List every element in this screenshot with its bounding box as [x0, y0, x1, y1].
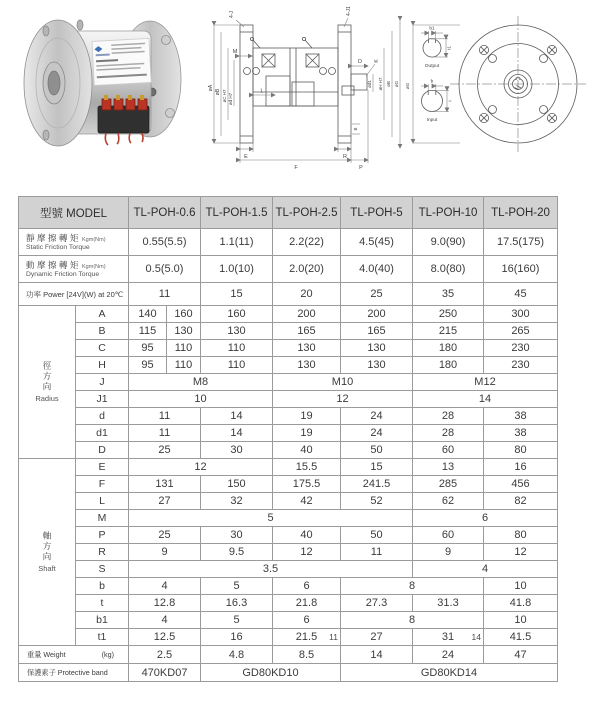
dim-value-cell: 285 [413, 476, 484, 493]
footer-value-cell: 14 [341, 646, 413, 664]
dim-value-cell: 24 [341, 408, 413, 425]
table-row [19, 561, 558, 578]
output-shaft-detail [421, 26, 453, 70]
dim-value-cell: 9 [129, 544, 201, 561]
dim-row-label-H: H [76, 357, 129, 374]
footer-value-cell: GD80KD10 [201, 664, 341, 682]
spec-value-cell: 4.5(45) [341, 229, 413, 256]
model-column-header: TL-POH-5 [341, 197, 413, 229]
dim-value-cell: 131 [129, 476, 201, 493]
dim-row-label-J: J [76, 374, 129, 391]
spec-value-cell: 4.0(40) [341, 256, 413, 283]
model-column-header: TL-POH-2.5 [273, 197, 341, 229]
dim-label-l: L [260, 88, 264, 95]
dim-label-oa: øA [208, 84, 214, 92]
model-column-header: TL-POH-0.6 [129, 197, 201, 229]
output-label: Output [424, 64, 440, 69]
dim-row-label-F: F [76, 476, 129, 493]
dim-value-cell: 265 [484, 323, 558, 340]
dim-value-cell: 16 [201, 629, 273, 646]
dim-value-cell: 60 [413, 527, 484, 544]
dim-value-cell: 27 [129, 493, 201, 510]
table-row [19, 629, 558, 646]
dim-value-cell: 14 [413, 391, 558, 408]
dim-label-p: P [359, 165, 363, 171]
dim-value-cell: 11 [129, 425, 201, 442]
dim-value-cell: 41.5 [484, 629, 558, 646]
dim-value-cell: 95 [129, 340, 167, 357]
group-label-shaft: 軸方向 Shaft [19, 459, 76, 646]
dim-value-cell: 180 [413, 357, 484, 374]
dim-value-cell: 8 [341, 578, 484, 595]
dim-label-og: øG [394, 80, 399, 88]
dim-row-label-S: S [76, 561, 129, 578]
table-row [19, 476, 558, 493]
table-row [19, 442, 558, 459]
dim-value-cell: 10 [129, 391, 273, 408]
dim-value-cell: 110 [201, 340, 273, 357]
dim-value-cell: 110 [167, 340, 201, 357]
model-header-label: 型號 MODEL [19, 197, 129, 229]
dim-row-label-A: A [76, 306, 129, 323]
table-row [19, 197, 558, 229]
dim-value-cell: 15 [341, 459, 413, 476]
spec-value-cell: 17.5(175) [484, 229, 558, 256]
dim-value-cell: 9.5 [201, 544, 273, 561]
dim-value-cell: 30 [201, 527, 273, 544]
dim-value-cell: 42 [273, 493, 341, 510]
dim-row-label-t: t [76, 595, 129, 612]
dim-value-cell: 4 [129, 612, 201, 629]
dim-value-cell: 80 [484, 442, 558, 459]
flange-circle [450, 16, 586, 152]
dim-label-b: b [430, 79, 434, 85]
spec-value-cell: 2.2(22) [273, 229, 341, 256]
dim-value-cell: 5 [201, 578, 273, 595]
footer-value-cell: 24 [413, 646, 484, 664]
dim-row-label-L: L [76, 493, 129, 510]
dim-value-cell: 50 [341, 527, 413, 544]
dim-value-cell: 200 [341, 306, 413, 323]
dim-value-cell: 241.5 [341, 476, 413, 493]
dim-label-b1: b1 [429, 26, 435, 32]
dim-label-ob: øB [215, 88, 221, 96]
cross-section-drawing [208, 6, 400, 171]
dim-value-cell: 38 [484, 425, 558, 442]
dim-value-cell: 180 [413, 340, 484, 357]
dim-value-cell: 150 [201, 476, 273, 493]
spec-value-cell: 20 [273, 283, 341, 306]
dim-value-cell: 250 [413, 306, 484, 323]
dim-value-cell: 6 [273, 612, 341, 629]
spec-value-cell: 0.5(5.0) [129, 256, 201, 283]
dim-value-cell: 10 [484, 612, 558, 629]
dim-value-cell: 30 [201, 442, 273, 459]
dim-value-cell: M12 [413, 374, 558, 391]
spec-value-cell: 1.0(10) [201, 256, 273, 283]
dim-value-cell: 28 [413, 425, 484, 442]
table-row [19, 323, 558, 340]
dim-value-cell: 5 [129, 510, 413, 527]
product-label [92, 38, 151, 85]
spec-row-label: 功率 Power [24V](W) at 20℃ [19, 283, 129, 306]
table-row [19, 612, 558, 629]
dim-value-cell: 41.8 [484, 595, 558, 612]
dim-value-cell: 16 [484, 459, 558, 476]
dim-label-od: ød H7 [228, 92, 233, 106]
model-column-header: TL-POH-1.5 [201, 197, 273, 229]
dim-value-cell: 12.5 [129, 629, 201, 646]
spec-value-cell: 35 [413, 283, 484, 306]
dim-label-t1: t1 [447, 45, 453, 51]
dim-label-og-front: øG [405, 82, 410, 90]
table-row [19, 646, 558, 664]
dim-row-label-B: B [76, 323, 129, 340]
table-row [19, 256, 558, 283]
dim-value-cell: 3.5 [129, 561, 413, 578]
dim-value-cell: 21.8 [273, 595, 341, 612]
dim-value-cell: 14 [201, 425, 273, 442]
table-row [19, 578, 558, 595]
dim-value-cell: 9 [413, 544, 484, 561]
dim-value-cell: 19 [273, 408, 341, 425]
flange-front-view [405, 16, 586, 152]
dim-value-cell: 6 [413, 510, 558, 527]
dim-label-d: D [358, 59, 362, 65]
footer-value-cell: 2.5 [129, 646, 201, 664]
dim-label-oc: øC H7 [222, 89, 227, 103]
dim-value-cell: 8 [341, 612, 484, 629]
dim-value-cell: 27 [341, 629, 413, 646]
dim-value-cell: 14 [201, 408, 273, 425]
dim-value-cell: 456 [484, 476, 558, 493]
dim-row-label-b1: b1 [76, 612, 129, 629]
dim-label-r: R [343, 154, 347, 160]
protective-band-row-label: 保護素子 Protective band [19, 664, 129, 682]
spec-value-cell: 8.0(80) [413, 256, 484, 283]
dim-value-cell: 165 [273, 323, 341, 340]
dim-value-cell: 5 [201, 612, 273, 629]
dim-value-cell: 62 [413, 493, 484, 510]
dim-value-cell: 80 [484, 527, 558, 544]
dim-value-cell: 31 14 [413, 629, 484, 646]
table-row [19, 283, 558, 306]
table-row [19, 340, 558, 357]
dim-row-label-d1: d1 [76, 425, 129, 442]
dim-label-od1: ød1 [367, 80, 372, 88]
footer-value-cell: 470KD07 [129, 664, 201, 682]
spec-value-cell: 2.0(20) [273, 256, 341, 283]
spec-row-label: 動摩擦轉矩Kgm(Nm) Dynamic Friction Torque [19, 256, 129, 283]
dim-value-cell: 10 [484, 578, 558, 595]
dim-label-ob2: øB [386, 81, 391, 87]
dim-row-label-R: R [76, 544, 129, 561]
dim-row-label-E: E [76, 459, 129, 476]
dim-value-cell: 19 [273, 425, 341, 442]
dim-value-cell: 230 [484, 340, 558, 357]
table-row [19, 664, 558, 682]
dim-label-k: K [374, 59, 380, 63]
table-row [19, 459, 558, 476]
dim-value-cell: M10 [273, 374, 413, 391]
spec-value-cell: 25 [341, 283, 413, 306]
dim-row-label-P: P [76, 527, 129, 544]
dim-label-e: E [244, 154, 248, 160]
dim-value-cell: 25 [129, 527, 201, 544]
dim-label-oh: øH H7 [378, 77, 383, 91]
input-shaft-detail [421, 79, 454, 124]
table-row [19, 544, 558, 561]
dim-row-label-M: M [76, 510, 129, 527]
weight-row-label: 重量 Weight (kg) [19, 646, 129, 664]
footer-value-cell: 4.8 [201, 646, 273, 664]
dim-label-f: F [294, 165, 298, 171]
spec-value-cell: 9.0(90) [413, 229, 484, 256]
dim-row-label-C: C [76, 340, 129, 357]
dim-value-cell: 4 [413, 561, 558, 578]
dim-row-label-b: b [76, 578, 129, 595]
dim-value-cell: 130 [341, 340, 413, 357]
dim-row-label-D: D [76, 442, 129, 459]
table-row [19, 493, 558, 510]
dim-row-label-J1: J1 [76, 391, 129, 408]
table-row [19, 527, 558, 544]
table-row [19, 306, 558, 323]
dim-value-cell: 32 [201, 493, 273, 510]
spec-value-cell: 45 [484, 283, 558, 306]
dim-label-4j: 4-J [229, 11, 235, 18]
product-photo [24, 20, 181, 146]
model-column-header: TL-POH-20 [484, 197, 558, 229]
dim-value-cell: 25 [129, 442, 201, 459]
dim-value-cell: 130 [273, 340, 341, 357]
dim-value-cell: 160 [201, 306, 273, 323]
dim-value-cell: 6 [273, 578, 341, 595]
table-row [19, 595, 558, 612]
dim-value-cell: 12.8 [129, 595, 201, 612]
dim-value-cell: 130 [167, 323, 201, 340]
dim-value-cell: 52 [341, 493, 413, 510]
dim-value-cell: 215 [413, 323, 484, 340]
table-row [19, 425, 558, 442]
dim-value-cell: 24 [341, 425, 413, 442]
spec-value-cell: 11 [129, 283, 201, 306]
footer-value-cell: 47 [484, 646, 558, 664]
group-label-radius: 徑方向 Radius [19, 306, 76, 459]
spec-value-cell: 1.1(11) [201, 229, 273, 256]
table-row [19, 391, 558, 408]
dim-value-cell: 21.5 11 [273, 629, 341, 646]
dim-value-cell: 200 [273, 306, 341, 323]
dim-value-cell: 82 [484, 493, 558, 510]
dim-value-cell: 11 [341, 544, 413, 561]
dim-value-cell: 38 [484, 408, 558, 425]
footer-value-cell: 8.5 [273, 646, 341, 664]
table-row [19, 357, 558, 374]
dim-value-cell: 27.3 [341, 595, 413, 612]
table-row [19, 229, 558, 256]
dim-value-cell: 115 [129, 323, 167, 340]
dim-value-cell: 95 [129, 357, 167, 374]
dim-value-cell: 130 [201, 323, 273, 340]
dim-value-cell: 15.5 [273, 459, 341, 476]
dim-value-cell: 28 [413, 408, 484, 425]
dim-value-cell: 230 [484, 357, 558, 374]
dim-value-cell: 40 [273, 527, 341, 544]
spec-value-cell: 0.55(5.5) [129, 229, 201, 256]
dim-value-cell: 11 [129, 408, 201, 425]
dim-value-cell: 12 [484, 544, 558, 561]
dim-value-cell: 300 [484, 306, 558, 323]
dim-value-cell: M8 [129, 374, 273, 391]
dim-value-cell: 12 [273, 544, 341, 561]
dim-value-cell: 31.3 [413, 595, 484, 612]
spec-value-cell: 15 [201, 283, 273, 306]
dim-value-cell: 40 [273, 442, 341, 459]
dim-value-cell: 12 [129, 459, 273, 476]
model-column-header: TL-POH-10 [413, 197, 484, 229]
spec-table [18, 196, 558, 682]
dim-row-label-t1: t1 [76, 629, 129, 646]
technical-drawings [0, 0, 600, 198]
dim-value-cell: 165 [341, 323, 413, 340]
table-row [19, 374, 558, 391]
dim-label-4j1: 4-J1 [346, 6, 352, 16]
dim-label-t: t [448, 100, 454, 102]
dim-value-cell: 130 [341, 357, 413, 374]
input-label: Input [426, 118, 438, 123]
dim-label-b: B [353, 127, 358, 131]
dim-value-cell: 175.5 [273, 476, 341, 493]
dim-value-cell: 110 [201, 357, 273, 374]
dim-value-cell: 12 [273, 391, 413, 408]
dim-value-cell: 13 [413, 459, 484, 476]
dim-value-cell: 160 [167, 306, 201, 323]
spec-value-cell: 16(160) [484, 256, 558, 283]
footer-value-cell: GD80KD14 [341, 664, 558, 682]
dim-value-cell: 4 [129, 578, 201, 595]
dim-label-m: M [232, 49, 238, 55]
dim-value-cell: 140 [129, 306, 167, 323]
table-row [19, 510, 558, 527]
dim-row-label-d: d [76, 408, 129, 425]
dim-value-cell: 60 [413, 442, 484, 459]
drawings-canvas [0, 0, 600, 193]
table-row [19, 408, 558, 425]
dim-value-cell: 110 [167, 357, 201, 374]
spec-row-label: 靜摩擦轉矩Kgm(Nm) Static Friction Torque [19, 229, 129, 256]
dim-value-cell: 130 [273, 357, 341, 374]
dim-value-cell: 50 [341, 442, 413, 459]
dim-value-cell: 16.3 [201, 595, 273, 612]
